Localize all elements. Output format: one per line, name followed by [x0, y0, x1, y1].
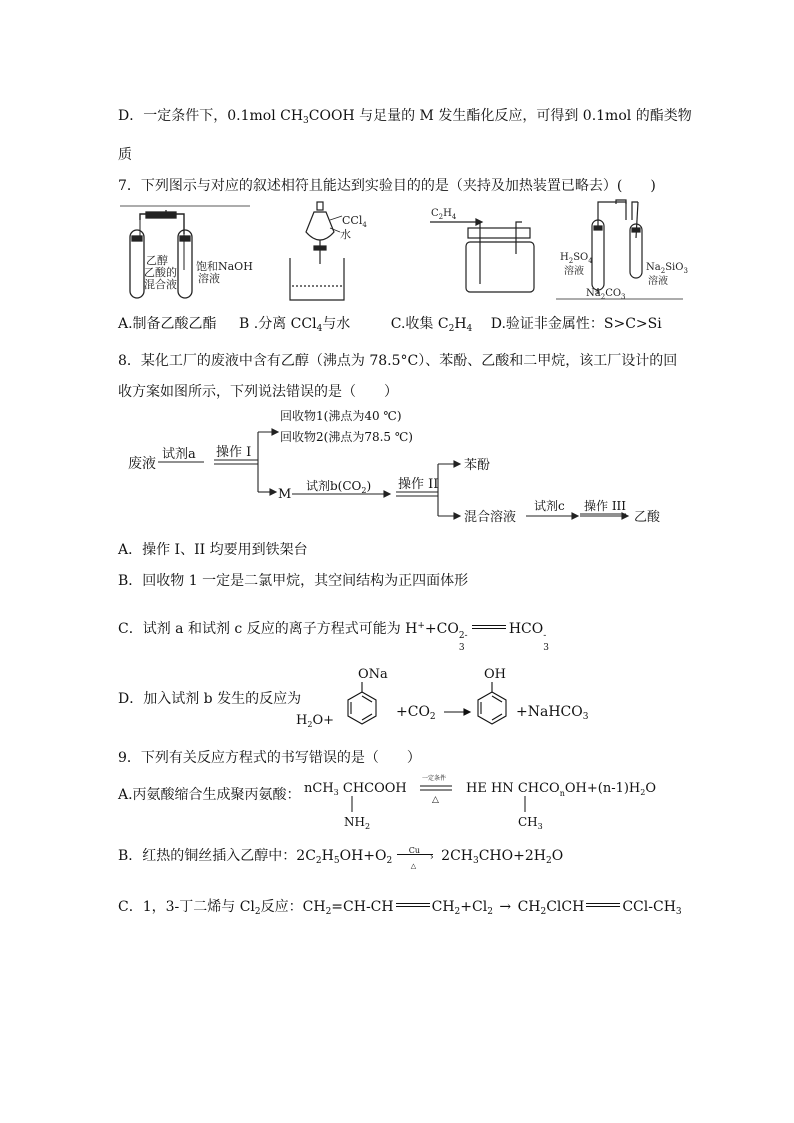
flow-op1: 操作 I: [216, 445, 252, 460]
q8-option-b: B．回收物 1 一定是二氯甲烷，其空间结构为正四面体形: [118, 573, 469, 589]
q9-option-a-label: A.丙氨酸缩合生成聚丙氨酸：: [118, 787, 301, 803]
q8-flowchart: [118, 408, 678, 530]
q8-option-a: A．操作 I、II 均要用到铁架台: [118, 542, 308, 558]
eq-sodium-phenoxide: ONa: [358, 667, 388, 682]
eq-water: $H_2O+$: [296, 713, 334, 729]
q9-option-b: B．红热的铜丝插入乙醇中：$2C_2H_5OH+O_2$ Cu › △ $2CH_3CHO+2H_2O$: [118, 847, 563, 870]
fig-d-solution-label-1: 溶液: [564, 266, 584, 277]
flow-reagent-b: 试剂$b(CO_2)$: [306, 479, 372, 495]
flow-mixed-solution: 混合溶液: [464, 510, 517, 525]
eq-ch3: $CH_3$: [518, 815, 543, 830]
flow-reagent-c: 试剂c: [534, 499, 565, 513]
flow-op3: 操作 III: [584, 499, 627, 513]
fig-d-na2sio3-label: $Na_2SiO_3$: [646, 262, 688, 275]
flow-recovery-2: 回收物2(沸点为78.5 ℃): [280, 430, 413, 444]
eq-alanine: nCH$_3$ CHCOOH: [304, 781, 407, 797]
fig-a-label-3: 混合液: [144, 278, 177, 291]
q9-stem: 9．下列有关反应方程式的书写错误的是（ ）: [118, 750, 421, 766]
q9-option-a-equation: [300, 772, 680, 830]
figure-c-gas-bottle: [430, 219, 534, 292]
flow-op2: 操作 II: [398, 477, 439, 492]
q7-option-b: B .分离 CCl$_4$与水: [239, 316, 351, 334]
flow-recovery-1: 回收物1(沸点为40 ℃): [280, 409, 402, 423]
fig-a-label-1: 乙醇: [146, 254, 168, 267]
eq-sodium-bicarbonate: +NaHCO$_3$: [516, 704, 589, 722]
fig-a-label-4: 饱和NaOH: [196, 260, 253, 273]
eq-polyalanine: HE HN $CHCO_nOH+(n-1)H_2O$: [466, 781, 657, 798]
fig-a-label-2: 乙酸的: [144, 266, 177, 279]
benzene-ring-icon: [348, 682, 376, 724]
flow-waste: 废液: [128, 456, 156, 472]
eq-co2: $+CO_2$: [396, 704, 436, 722]
fig-d-acid-label: $H_2SO_4$: [560, 252, 593, 265]
q6d-text-a: D．一定条件下，0.1mol CH: [118, 108, 304, 124]
fig-b-water-label: 水: [340, 228, 351, 241]
q9-option-c: C．1，3-丁二烯与 $Cl_2$反应：$CH_2=CH-CH$ $CH_2+Cl_2$ → $CH_2ClCH$ CCl-$CH_3$: [118, 899, 682, 917]
fig-d-na2co3-label: $Na_2CO_3$: [586, 288, 626, 301]
q6-option-d: D．一定条件下，0.1mol $CH_3COOH$ 与足量的 M 发生酯化反应，可得到 0.1mol 的酯类物: [118, 108, 692, 126]
q7-stem: 7．下列图示与对应的叙述相符且能达到实验目的的是（夹持及加热装置已略去）( ): [118, 178, 656, 194]
q8-stem-line1: 8．某化工厂的废液中含有乙醇（沸点为 78.5°C）、苯酚、乙酸和二甲烷，该工厂设计的回: [118, 353, 678, 369]
fig-c-gas-label: $C_2H_4$: [431, 208, 457, 221]
flow-phenol: 苯酚: [464, 458, 491, 473]
fig-a-label-5: 溶液: [198, 272, 220, 285]
q8-stem-line2: 收方案如图所示，下列说法错误的是（ ）: [118, 384, 398, 400]
q7-option-c: C.收集 $C_2H_4$: [390, 316, 473, 334]
flow-m: M: [278, 487, 292, 502]
q8-option-d-equation: [292, 660, 622, 730]
q7-options: [118, 315, 662, 338]
eq-condition: 一定条件: [422, 775, 447, 782]
flow-reagent-a: 试剂a: [162, 447, 196, 462]
q7-option-a: A.制备乙酸乙酯: [118, 316, 217, 332]
q8-option-d-label: D．加入试剂 b 发生的反应为: [118, 691, 302, 707]
q8-option-c: C．试剂 a 和试剂 c 反应的离子方程式可能为 H++CO 2- 3 HCO - 3: [118, 621, 549, 653]
fig-b-ccl4-label: CCl$_4$: [342, 214, 367, 229]
eq-catalyst: Cu: [408, 846, 420, 855]
eq-nh2: $NH_2$: [344, 815, 371, 830]
flow-acetic-acid: 乙酸: [634, 510, 661, 525]
q7-figures: [118, 198, 688, 306]
q6d-text-b: COOH 与足量的 M 发生酯化反应，可得到 0.1mol 的酯类物: [308, 108, 692, 124]
figure-a-apparatus: [120, 206, 250, 298]
eq-phenol: OH: [484, 667, 506, 682]
benzene-ring-icon: [478, 682, 506, 724]
figure-b-separatory-funnel: [290, 202, 344, 300]
q6-option-d-cont: 质: [118, 147, 132, 163]
q7-option-d: D.验证非金属性：S>C>Si: [490, 316, 662, 332]
eq-heat-symbol: △: [432, 795, 439, 805]
fig-d-solution-label-2: 溶液: [648, 276, 668, 287]
